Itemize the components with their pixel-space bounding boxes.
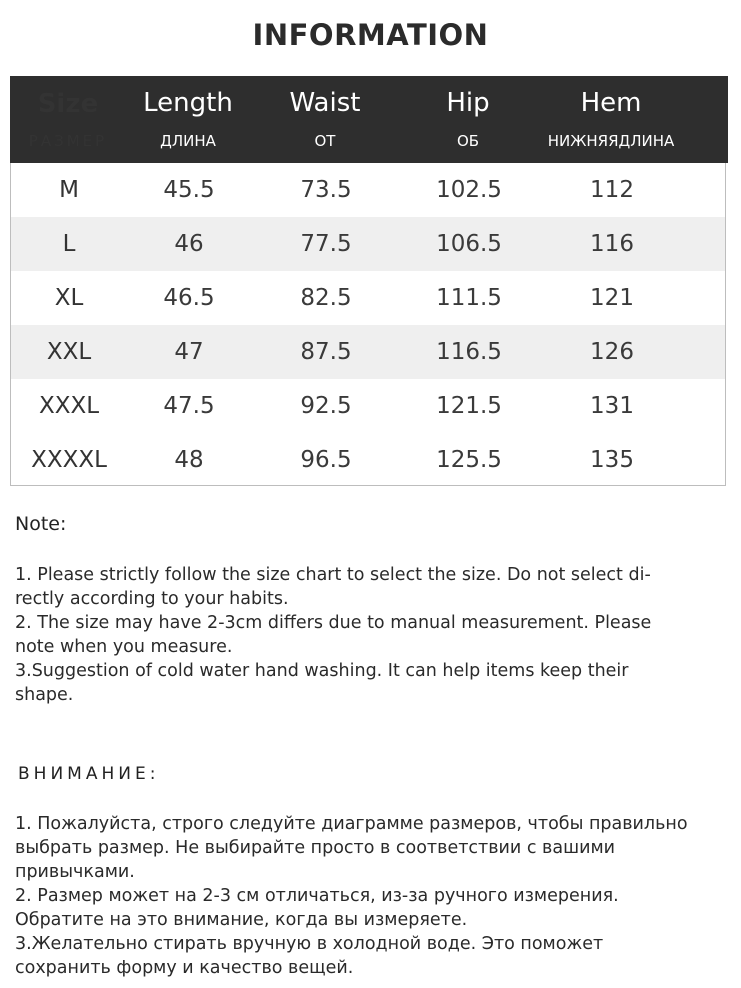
table-row [11, 163, 725, 217]
header-sublabel: РАЗМЕР [28, 132, 108, 150]
table-row [11, 433, 725, 487]
header-sublabel: ДЛИНА [160, 132, 216, 150]
cell-size: XXL [46, 339, 92, 365]
note-ru-heading: ВНИМАНИЕ: [18, 764, 160, 784]
cell-hem: 116 [590, 231, 634, 257]
cell-length: 47 [174, 339, 204, 365]
header-label: Length [143, 88, 233, 118]
cell-length: 45.5 [163, 177, 215, 203]
table-header [10, 76, 728, 163]
note-heading: Note: [15, 513, 67, 535]
header-hip [400, 76, 536, 163]
cell-length: 46 [174, 231, 204, 257]
header-sublabel: ОБ [456, 132, 480, 150]
header-hem [536, 76, 686, 163]
cell-waist: 73.5 [300, 177, 352, 203]
header-label: Size [37, 89, 99, 119]
cell-hem: 126 [590, 339, 634, 365]
cell-hip: 106.5 [436, 231, 502, 257]
cell-hem: 135 [590, 447, 634, 473]
note-line: 2. The size may have 2-3cm differs due to manual measurement. Please [15, 613, 652, 633]
cell-size: XL [54, 285, 84, 311]
note-ru-line: привычками. [15, 862, 135, 882]
cell-waist: 96.5 [300, 447, 352, 473]
table-row [11, 271, 725, 325]
header-sublabel: ОТ [314, 132, 336, 150]
cell-size: XXXXL [31, 447, 107, 473]
cell-hem: 121 [590, 285, 634, 311]
note-ru-line: 2. Размер может на 2-3 см отличаться, из-за ручного измерения. [15, 886, 619, 906]
note-line: note when you measure. [15, 637, 233, 657]
cell-length: 47.5 [163, 393, 215, 419]
cell-size: M [59, 177, 79, 203]
cell-hem: 112 [590, 177, 634, 203]
header-label: Hip [446, 88, 490, 118]
header-label: Hem [580, 88, 642, 118]
cell-hip: 125.5 [436, 447, 502, 473]
size-chart-table [10, 76, 726, 486]
cell-hip: 102.5 [436, 177, 502, 203]
header-label: Waist [289, 88, 361, 118]
cell-size: L [62, 231, 76, 257]
cell-waist: 87.5 [300, 339, 352, 365]
note-text [15, 563, 730, 707]
note-ru-line: сохранить форму и качество вещей. [15, 958, 354, 978]
note-line: shape. [15, 685, 74, 705]
note-ru-text [15, 812, 730, 980]
cell-size: XXXL [38, 393, 100, 419]
header-length [126, 76, 250, 163]
cell-length: 48 [174, 447, 204, 473]
note-line: 1. Please strictly follow the size chart to select the size. Do not select di- [15, 565, 651, 585]
note-ru-line: 3.Желательно стирать вручную в холодной воде. Это поможет [15, 934, 604, 954]
header-sublabel: НИЖНЯЯДЛИНА [547, 132, 675, 150]
cell-hip: 111.5 [436, 285, 502, 311]
cell-hip: 116.5 [436, 339, 502, 365]
cell-waist: 92.5 [300, 393, 352, 419]
note-ru-line: выбрать размер. Не выбирайте просто в соответствии с вашими [15, 838, 616, 858]
cell-hem: 131 [590, 393, 634, 419]
cell-length: 46.5 [163, 285, 215, 311]
note-line: 3.Suggestion of cold water hand washing. It can help items keep their [15, 661, 629, 681]
note-line: rectly according to your habits. [15, 589, 289, 609]
note-ru-line: 1. Пожалуйста, строго следуйте диаграмме размеров, чтобы правильно [15, 814, 688, 834]
header-size [10, 76, 126, 163]
header-waist [250, 76, 400, 163]
table-row [11, 217, 725, 271]
note-ru-line: Обратите на это внимание, когда вы измеряете. [15, 910, 468, 930]
cell-hip: 121.5 [436, 393, 502, 419]
table-row [11, 325, 725, 379]
cell-waist: 82.5 [300, 285, 352, 311]
table-row [11, 379, 725, 433]
page-title: INFORMATION [252, 18, 489, 52]
cell-waist: 77.5 [300, 231, 352, 257]
